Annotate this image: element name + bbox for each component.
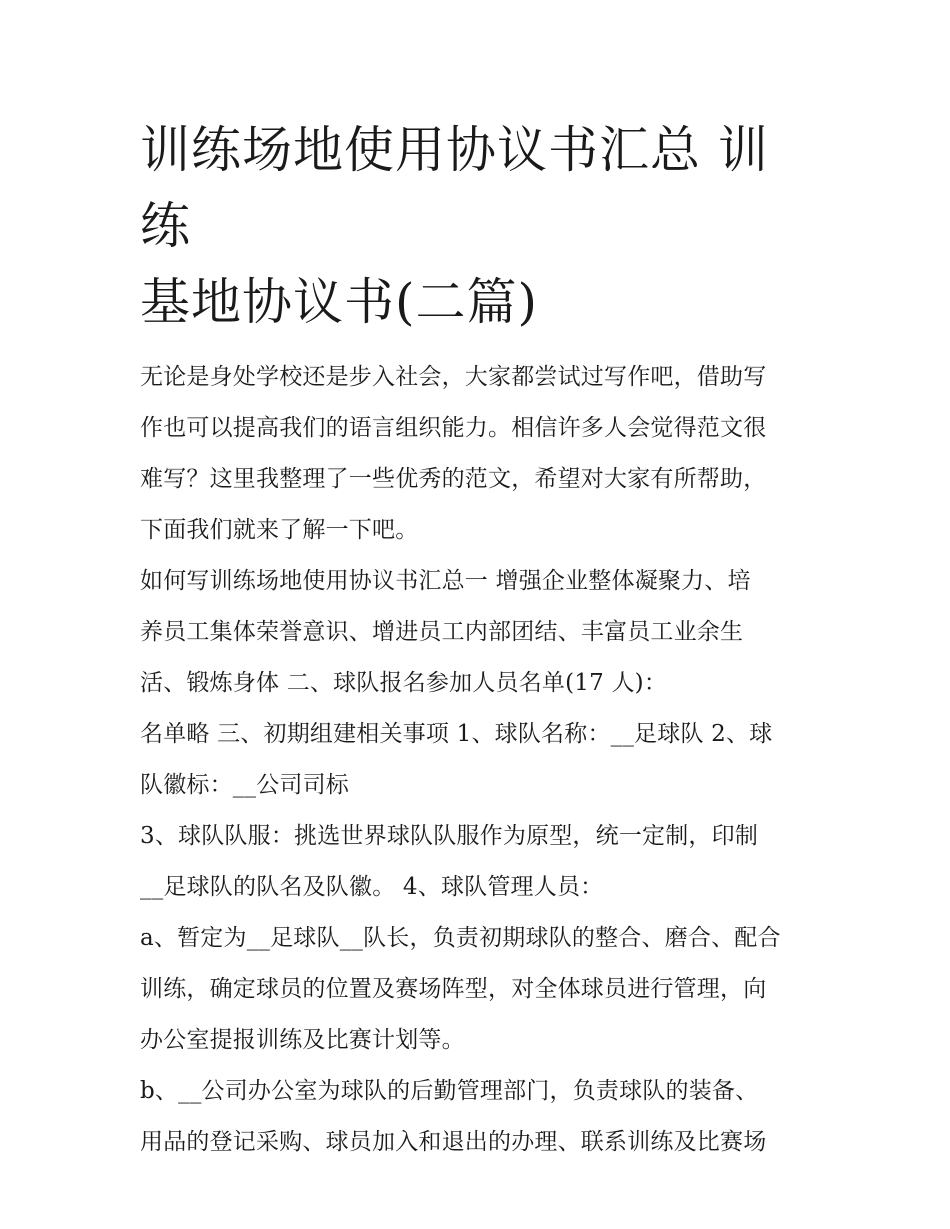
document-page (140, 112, 812, 1168)
paragraph-team-uniform: 3、球队队服：挑选世界球队队服作为原型，统一定制，印制 __足球队的队名及队徽。 4、球队管理人员： (140, 823, 759, 900)
paragraph-purpose: 如何写训练场地使用协议书汇总一 增强企业整体凝聚力、培 养员工集体荣誉意识、增进员工内部团结、丰富员工业余生 活、锻炼身体 二、球队报名参加人员名单(17 人)： (140, 568, 751, 696)
paragraph-intro: 无论是身处学校还是步入社会，大家都尝试过写作吧，借助写 作也可以提高我们的语言组织能力。相信许多人会觉得范文很 难写？这里我整理了一些优秀的范文，希望对大家有所帮助， 下面我们就来了解一下吧。 (140, 364, 767, 543)
paragraph-office: b、__公司办公室为球队的后勤管理部门，负责球队的装备、 用品的登记采购、球员加入和退出的办理、联系训练及比赛场 (140, 1078, 767, 1155)
document-title: 训练场地使用协议书汇总 训练 基地协议书(二篇) (140, 121, 769, 331)
paragraph-team-name: 名单略 三、初期组建相关事项 1、球队名称：__足球队 2、球 队徽标：__公司司标 (140, 721, 773, 798)
paragraph-captain: a、暂定为__足球队__队长，负责初期球队的整合、磨合、配合 训练，确定球员的位置及赛场阵型，对全体球员进行管理，向 办公室提报训练及比赛计划等。 (140, 925, 781, 1053)
